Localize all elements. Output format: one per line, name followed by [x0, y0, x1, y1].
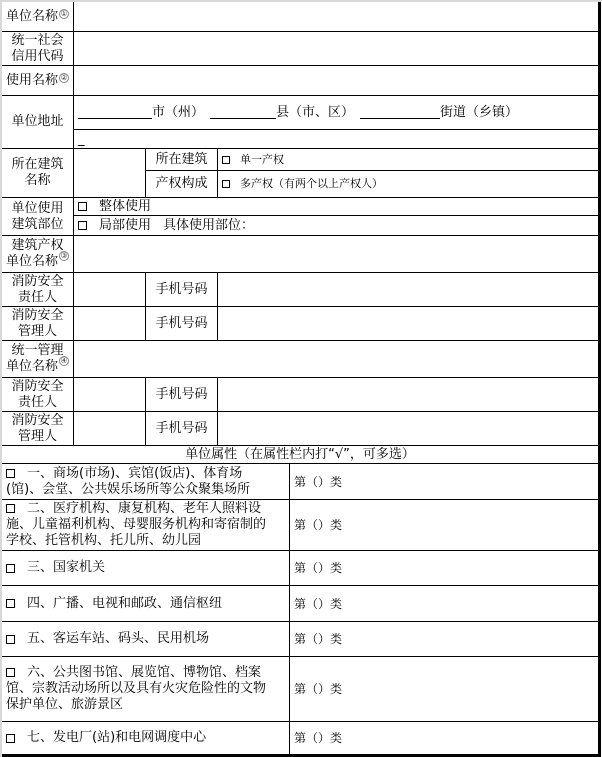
option-label: 局部使用 — [99, 217, 152, 233]
line: 馆、宗教活动场所以及具有火灾危险性的文物 — [6, 681, 267, 696]
attribute-text — [2, 664, 270, 714]
label-line: 单位名称 ③ — [5, 251, 68, 269]
unit-name-label — [2, 2, 74, 32]
mgmt-fire-manager-name[interactable] — [74, 412, 146, 446]
property-owner-field[interactable] — [74, 236, 598, 273]
label-line: 管理人 — [17, 428, 57, 444]
owner-fire-responsible-label — [2, 273, 74, 307]
line: (馆)、会堂、公共娱乐场所等公众聚集场所 — [6, 481, 251, 497]
checkbox[interactable] — [6, 734, 15, 743]
mgmt-fire-manager-phone[interactable] — [218, 412, 598, 446]
unit-name-field[interactable] — [74, 2, 598, 32]
street-suffix: 街道（乡镇） — [440, 104, 519, 120]
owner-fire-manager-name[interactable] — [74, 307, 146, 341]
label-line: 单位名称 ④ — [5, 356, 68, 374]
line: 三、国家机关 — [27, 560, 106, 575]
checkbox[interactable] — [6, 599, 15, 608]
multi-ownership-option[interactable] — [218, 171, 598, 198]
fire-safety-registration-form — [2, 2, 601, 757]
label-line: 建筑部位 — [11, 216, 64, 232]
specific-part-label: 具体使用部位： — [163, 217, 255, 233]
partial-use-option[interactable] — [74, 216, 598, 236]
option-label: 单一产权 — [240, 152, 284, 166]
footnote-marker: ③ — [60, 251, 68, 260]
line: 五、客运车站、码头、民用机场 — [27, 631, 210, 646]
attribute-item-7[interactable] — [2, 722, 290, 754]
attribute-class-3[interactable]: 第（）类 — [290, 551, 598, 586]
checkbox[interactable] — [222, 156, 230, 164]
attribute-item-6[interactable] — [2, 657, 290, 722]
label-line: 所在建筑 — [11, 157, 64, 172]
label-line: 管理人 — [17, 323, 57, 339]
option-label: 整体使用 — [99, 198, 152, 214]
checkbox[interactable] — [6, 668, 15, 677]
footnote-marker: ② — [60, 72, 68, 82]
checkbox[interactable] — [6, 564, 15, 573]
label-line: 消防安全 — [11, 378, 64, 394]
building-name-field[interactable] — [74, 149, 146, 198]
building-name-label — [2, 149, 74, 198]
label-line: 名称 — [24, 173, 51, 188]
checkbox[interactable] — [6, 504, 15, 513]
attribute-class-5[interactable]: 第（）类 — [290, 622, 598, 657]
label-text: 使用名称 — [6, 72, 59, 88]
attribute-class-6[interactable]: 第（）类 — [290, 657, 598, 722]
street-blank[interactable] — [360, 106, 440, 119]
phone-label: 手机号码 — [146, 273, 218, 307]
attribute-class-7[interactable]: 第（）类 — [294, 731, 343, 745]
footnote-marker: ① — [60, 8, 68, 18]
attribute-class-2[interactable]: 第（）类 — [290, 500, 598, 551]
ownership-label-line2: 产权构成 — [146, 171, 218, 198]
unified-mgmt-label — [2, 341, 74, 378]
city-blank[interactable] — [78, 106, 152, 119]
attribute-text — [2, 465, 254, 499]
line: 七、发电厂(站)和电网调度中心 — [27, 730, 207, 745]
attribute-item-5[interactable] — [2, 622, 290, 657]
line: 二、医疗机构、康复机构、老年人照料设 — [27, 501, 262, 516]
phone-label: 手机号码 — [146, 307, 218, 341]
label-line: 统一管理 — [11, 343, 64, 358]
attribute-class-4[interactable]: 第（）类 — [290, 586, 598, 622]
use-name-label — [2, 66, 74, 96]
usage-part-label — [2, 198, 74, 236]
owner-fire-manager-phone[interactable] — [218, 307, 598, 341]
whole-use-option[interactable] — [74, 198, 598, 216]
single-ownership-option[interactable] — [218, 149, 598, 171]
line: 一、商场(市场)、宾馆(饭店)、体育场 — [27, 465, 243, 481]
ownership-label-line1: 所在建筑 — [146, 149, 218, 171]
line: 保护单位、旅游景区 — [6, 697, 124, 712]
address-line-2[interactable]: _ — [74, 130, 598, 149]
attribute-class-1[interactable]: 第（）类 — [290, 464, 598, 500]
label-line: 消防安全 — [11, 412, 64, 428]
attribute-item-1[interactable] — [2, 464, 290, 500]
owner-fire-responsible-phone[interactable] — [218, 273, 598, 307]
owner-fire-manager-label — [2, 307, 74, 341]
phone-label: 手机号码 — [146, 412, 218, 446]
line: 六、公共图书馆、展览馆、博物馆、档案 — [27, 665, 262, 680]
attributes-header: 单位属性（在属性栏内打“√”，可多选） — [2, 446, 598, 464]
label-line: 单位使用 — [11, 200, 64, 216]
address-line-1 — [74, 96, 598, 130]
label-line: 责任人 — [17, 289, 57, 305]
checkbox[interactable] — [222, 180, 230, 188]
use-name-field[interactable] — [74, 66, 598, 96]
checkbox[interactable] — [78, 202, 87, 211]
city-suffix: 市（州） — [152, 104, 205, 120]
line: 学校、托管机构、托儿所、幼儿园 — [6, 533, 202, 548]
label-line: 责任人 — [17, 394, 57, 410]
checkbox[interactable] — [6, 635, 15, 644]
footnote-marker: ④ — [60, 356, 68, 365]
address-label: 单位地址 — [2, 96, 74, 149]
checkbox[interactable] — [78, 221, 87, 230]
line: 四、广播、电视和邮政、通信枢纽 — [27, 595, 223, 611]
unified-mgmt-field[interactable] — [74, 341, 598, 378]
label-line: 消防安全 — [11, 307, 64, 323]
mgmt-fire-responsible-phone[interactable] — [218, 378, 598, 412]
attribute-item-3[interactable] — [2, 551, 290, 586]
mgmt-fire-manager-label — [2, 412, 74, 446]
attribute-item-2[interactable] — [2, 500, 290, 551]
property-owner-label — [2, 236, 74, 273]
mgmt-fire-responsible-label — [2, 378, 74, 412]
owner-fire-responsible-name[interactable] — [74, 273, 146, 307]
phone-label: 手机号码 — [146, 378, 218, 412]
label-line: 信用代码 — [11, 48, 64, 64]
attribute-item-4[interactable] — [2, 586, 290, 622]
county-suffix: 县（市、区） — [276, 104, 355, 120]
checkbox[interactable] — [6, 469, 15, 478]
line: 施、儿童福利机构、母婴服务机构和寄宿制的 — [6, 517, 267, 532]
mgmt-fire-responsible-name[interactable] — [74, 378, 146, 412]
label-text: 单位名称 — [6, 8, 59, 24]
label-line: 建筑产权 — [11, 238, 64, 253]
credit-code-label — [2, 32, 74, 66]
attribute-text — [2, 500, 270, 550]
label-line: 统一社会 — [11, 32, 64, 48]
label-line: 消防安全 — [11, 273, 64, 289]
option-label: 多产权（有两个以上产权人） — [240, 177, 383, 190]
county-blank[interactable] — [210, 106, 276, 119]
credit-code-field[interactable] — [74, 32, 598, 66]
